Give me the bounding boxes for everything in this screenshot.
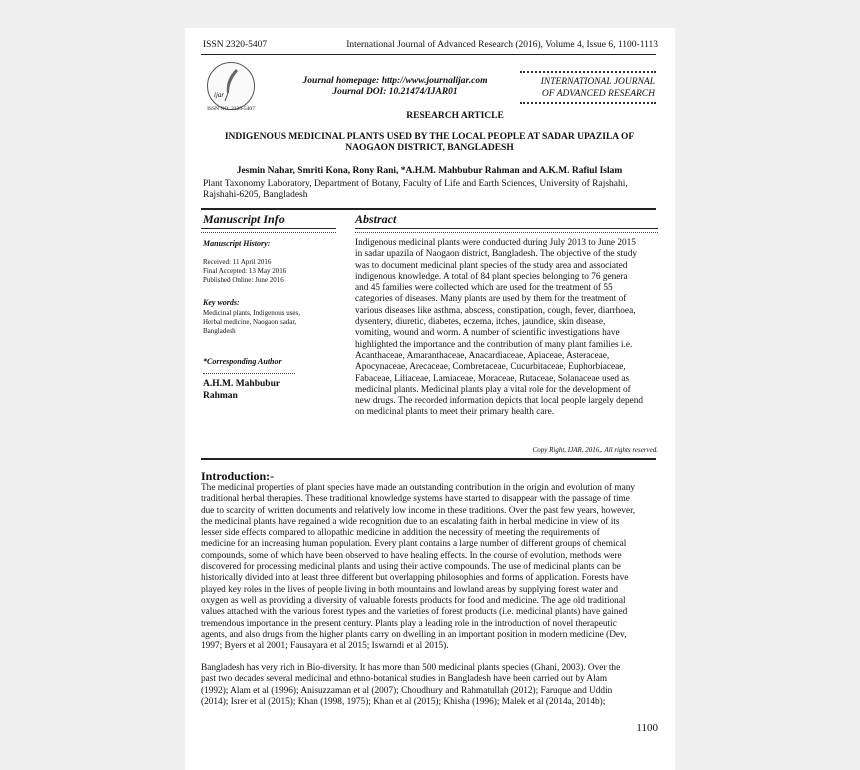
abstract-line: categories of diseases. Many plants are used by them for the treatment of	[355, 294, 627, 305]
header-rule	[201, 54, 656, 55]
quill-icon	[208, 63, 254, 109]
intro-line: 1997; Byers et al 2001; Fausayara et al 2015; Iswarndi et al 2015).	[201, 641, 449, 652]
abstract-line: was to document medicinal plant species of the study area and associated	[355, 260, 628, 271]
intro-line: (1992); Alam et al (1996); Anisuzzaman et al (2007); Choudhury and Rahmatullah (2012); Faruque and Uddin	[201, 685, 613, 696]
intro-line: oxygen as well as providing a diversity of valuable forests products for food and medicine. The age old traditional	[201, 595, 626, 606]
keywords-line2: Herbal medicine, Naogaon sadar,	[203, 318, 297, 326]
intro-line: The medicinal properties of plant species have made an outstanding contribution in the origin and evolution of many	[201, 483, 635, 493]
abstract-line: Apocynaceae, Arecaceae, Combretaceae, Cucurbitaceae, Euphorbiaceae,	[355, 362, 626, 373]
logo-caption: ISSN NO. 2320-5407	[207, 106, 255, 112]
intro-line: past two decades several medicinal and ethno-botanical studies in Bangladesh have been carried out by Alam	[201, 674, 608, 685]
logo-mark: ijar	[214, 91, 225, 99]
journal-homepage: Journal homepage: http://www.journalijar.com	[302, 76, 488, 86]
accepted-date: Final Accepted: 13 May 2016	[203, 267, 287, 275]
journal-name-line1: INTERNATIONAL JOURNAL	[540, 77, 655, 87]
manuscript-dots	[201, 232, 336, 233]
intro-line: agents, and also drugs from the higher plants carry on dwelling in an important position in modern medicine (Dev,	[201, 629, 627, 640]
received-date: Received: 11 April 2016	[203, 258, 272, 266]
intro-line: the medicinal plants have regained a wide recognition due to an escalating faith in herbal medicine in view of its	[201, 516, 620, 527]
paper-page	[185, 28, 675, 770]
abstract-line: on medicinal plants to meet their primary health care.	[355, 407, 555, 418]
intro-line: historically divided into at least three different but overlapping philosophies and forms of application. Forests have	[201, 573, 629, 584]
intro-line: due to scarcity of written documents and relatively low income in these traditions. Over the past few years, however,	[201, 505, 636, 516]
introduction-para1	[201, 483, 659, 652]
intro-line: tremendous importance in the present century. Plants play a leading role in the introduction of novel therapeutic	[201, 618, 617, 629]
affiliation-line1: Plant Taxonomy Laboratory, Department of Botany, Faculty of Life and Earth Sciences, University of Rajshahi,	[203, 179, 628, 189]
keywords-label: Key words:	[203, 298, 240, 307]
abstract-dots	[355, 232, 658, 233]
citation-header: International Journal of Advanced Research (2016), Volume 4, Issue 6, 1100-1113	[346, 40, 658, 50]
article-type: RESEARCH ARTICLE	[406, 111, 504, 121]
journal-name-top-dots	[520, 71, 656, 73]
journal-doi: Journal DOI: 10.21474/IJAR01	[332, 87, 458, 97]
abstract-line: Indigenous medicinal plants were conducted during July 2013 to June 2015	[355, 238, 636, 248]
copyright-notice: Copy Right, IJAR, 2016,. All rights reserved.	[532, 446, 658, 454]
journal-name-line2: OF ADVANCED RESEARCH	[541, 89, 655, 99]
keywords-line1: Medicinal plants, Indigenous uses,	[203, 309, 301, 317]
article-authors: Jesmin Nahar, Smriti Kona, Rony Rani, *A.H.M. Mahbubur Rahman and A.K.M. Rafiul Islam	[236, 166, 623, 176]
intro-line: Bangladesh has very rich in Bio-diversity. It has more than 500 medicinal plants species (Ghani, 2003). Over the	[201, 663, 621, 673]
intro-line: (2014); Isrer et al (2015); Khan (1998, 1975); Khan et al (2015); Khisha (1996); Malek et al (2014a, 2014b);	[201, 696, 606, 707]
abstract-rule-top	[355, 228, 658, 229]
abstract-line: in sadar upazila of Naogaon district, Bangladesh. The objective of the study	[355, 249, 638, 260]
abstract-line: indigenous knowledge. A total of 84 plant species belonging to 76 genera	[355, 271, 628, 282]
abstract-line: Acanthaceae, Amaranthaceae, Anacardiaceae, Apiaceae, Asteraceae,	[355, 350, 610, 361]
abstract-body	[355, 238, 659, 419]
section-rule	[201, 208, 656, 210]
corresponding-author-label: *Corresponding Author	[203, 357, 282, 366]
issn-header: ISSN 2320-5407	[203, 40, 268, 50]
abstract-line: vomiting, wound and worm. A number of scientific investigations have	[355, 328, 620, 339]
intro-line: compounds, some of which have been observed to have healing effects. In the course of evolution, methods were	[201, 550, 622, 561]
article-title-line1: INDIGENOUS MEDICINAL PLANTS USED BY THE LOCAL PEOPLE AT SADAR UPAZILA OF	[224, 132, 635, 142]
intro-line: medicine for an increasing human population. Every plant contains a large number of different groups of chemical	[201, 539, 627, 550]
abstract-line: Fabaceae, Liliaceae, Lamiaceae, Moraceae, Rutaceae, Solanaceae used as	[355, 373, 630, 384]
introduction-heading: Introduction:-	[201, 469, 275, 483]
abstract-line: dysentery, diuretic, diabetes, eczema, itches, jaundice, skin disease,	[355, 317, 606, 328]
logo-emblem	[207, 62, 255, 110]
abstract-line: and 45 families were collected which are used for the treatment of 55	[355, 283, 613, 294]
intro-line: lesser side effects compared to allopathic medicine in addition the necessity of meeting the requirements of	[201, 528, 600, 539]
introduction-para2	[201, 663, 659, 708]
intro-line: played key roles in the lives of people living in both mountains and lowland areas by supplying forest water and	[201, 584, 618, 595]
manuscript-history-label: Manuscript History:	[203, 239, 271, 248]
abstract-bottom-rule	[201, 458, 656, 460]
manuscript-info-heading: Manuscript Info	[203, 212, 285, 226]
corresponding-dots	[203, 373, 295, 374]
intro-line: discovered for processing medicinal plants and using their active compounds. The use of medicinal plants can be	[201, 562, 621, 573]
abstract-line: highlighted the importance and the contribution of many plant families i.e.	[355, 339, 633, 350]
journal-logo	[203, 60, 259, 126]
abstract-line: new drugs. The recorded information depicts that local people largely depend	[355, 396, 644, 407]
corresponding-author-name-line2: Rahman	[203, 391, 238, 401]
abstract-heading: Abstract	[355, 212, 397, 226]
published-date: Published Online: June 2016	[203, 276, 284, 284]
journal-name-bottom-dots	[520, 102, 656, 104]
abstract-line: medicinal plants. Medicinal plants play a vital role for the development of	[355, 384, 631, 395]
article-title-line2: NAOGAON DISTRICT, BANGLADESH	[345, 143, 514, 153]
keywords-line3: Bangladesh	[203, 327, 236, 335]
intro-line: values attached with the various forest types and the varieties of forest products (i.e. medicinal plants) have gained	[201, 607, 628, 618]
page-number: 1100	[636, 722, 658, 734]
intro-line: traditional herbal therapies. These traditional knowledge systems have started to disappear with the passage of time	[201, 494, 630, 505]
manuscript-rule-top	[201, 228, 336, 229]
affiliation-line2: Rajshahi-6205, Bangladesh	[203, 190, 308, 200]
corresponding-author-name-line1: A.H.M. Mahbubur	[203, 379, 281, 389]
abstract-line: various diseases like asthma, abscess, constipation, cough, fever, diarrhoea,	[355, 305, 636, 316]
